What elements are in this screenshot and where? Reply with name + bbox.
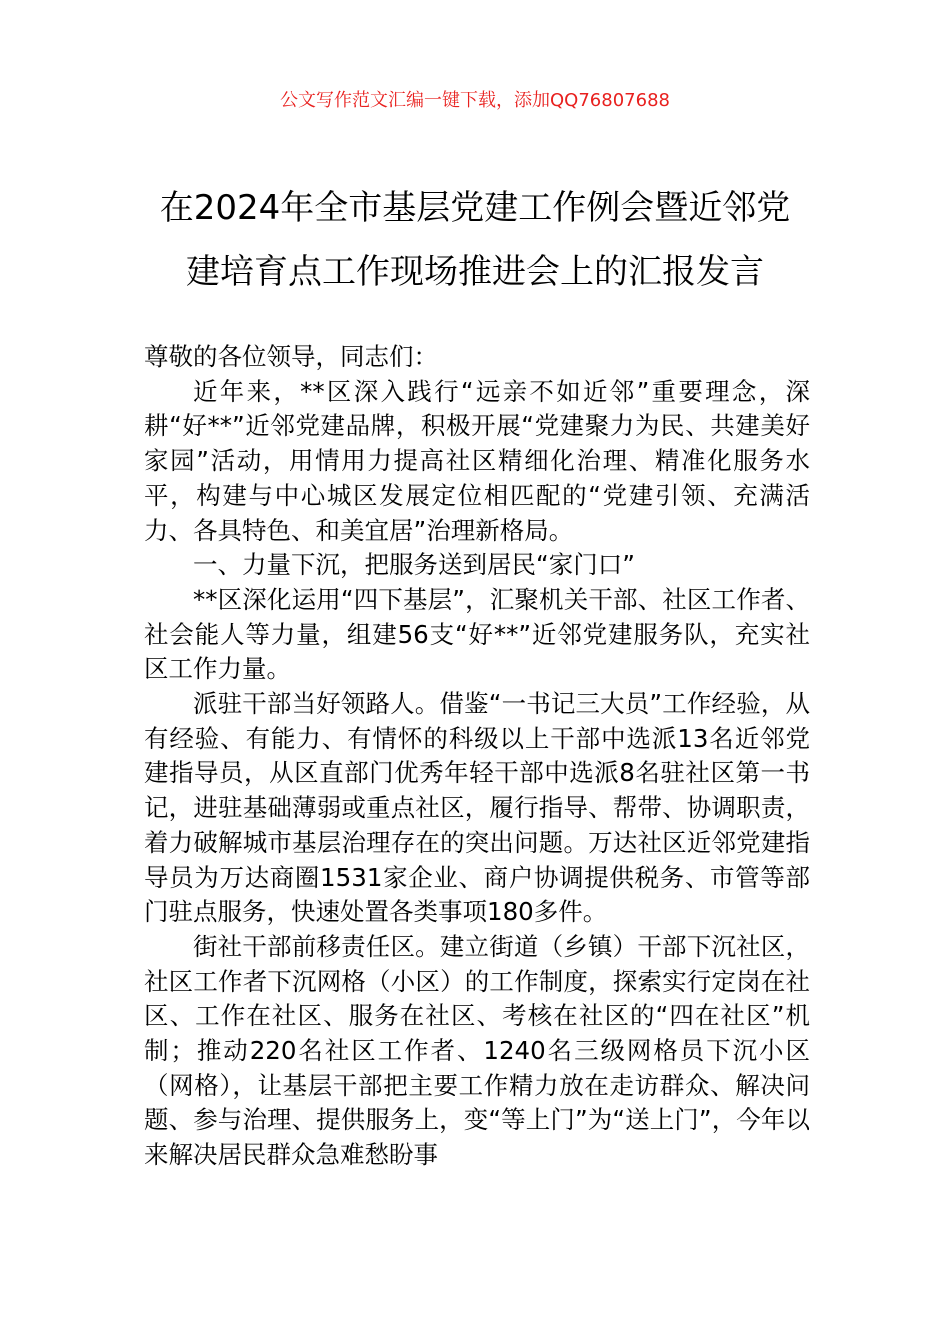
salutation: 尊敬的各位领导，同志们： — [144, 342, 438, 371]
document-title — [120, 176, 830, 304]
paragraph-intro: 近年来，**区深入践行“远亲不如近邻”重要理念，深耕“好**”近邻党建品牌，积极开展“党建聚力为民、共建美好家园”活动，用情用力提高社区精细化治理、精准化服务水平，构建与中心城区发展定位相匹配的“党建引领、充满活力、各具特色、和美宜居”治理新格局。 — [144, 376, 810, 545]
paragraph-street-cadres: 街社干部前移责任区。建立街道（乡镇）干部下沉社区，社区工作者下沉网格（小区）的工作制度，探索实行定岗在社区、工作在社区、服务在社区、考核在社区的“四在社区”机制；推动220名社区工作者、1240名三级网格员下沉小区（网格），让基层干部把主要工作精力放在走访群众、解决问题、参与治理、提供服务上，变“等上门”为“送上门”，今年以来解决居民群众急难愁盼事 — [144, 931, 810, 1170]
paragraph-section-1-overview: **区深化运用“四下基层”，汇聚机关干部、社区工作者、社会能人等力量，组建56支“好**”近邻党建服务队，充实社区工作力量。 — [144, 584, 810, 684]
section-heading-1: 一、力量下沉，把服务送到居民“家门口” — [193, 550, 635, 580]
paragraph-dispatched-cadres: 派驻干部当好领路人。借鉴“一书记三大员”工作经验，从有经验、有能力、有情怀的科级以上干部中选派13名近邻党建指导员，从区直部门优秀年轻干部中选派8名驻社区第一书记，进驻基础薄弱或重点社区，履行指导、帮带、协调职责，着力破解城市基层治理存在的突出问题。万达社区近邻党建指导员为万达商圈1531家企业、商户协调提供税务、市管等部门驻点服务，快速处置各类事项180多件。 — [144, 689, 810, 927]
document-body — [144, 340, 810, 1173]
title-line-2: 建培育点工作现场推进会上的汇报发言 — [186, 252, 764, 292]
title-line-1: 在2024年全市基层党建工作例会暨近邻党 — [159, 188, 791, 228]
header-download-note: 公文写作范文汇编一键下载，添加QQ76807688 — [280, 90, 670, 111]
